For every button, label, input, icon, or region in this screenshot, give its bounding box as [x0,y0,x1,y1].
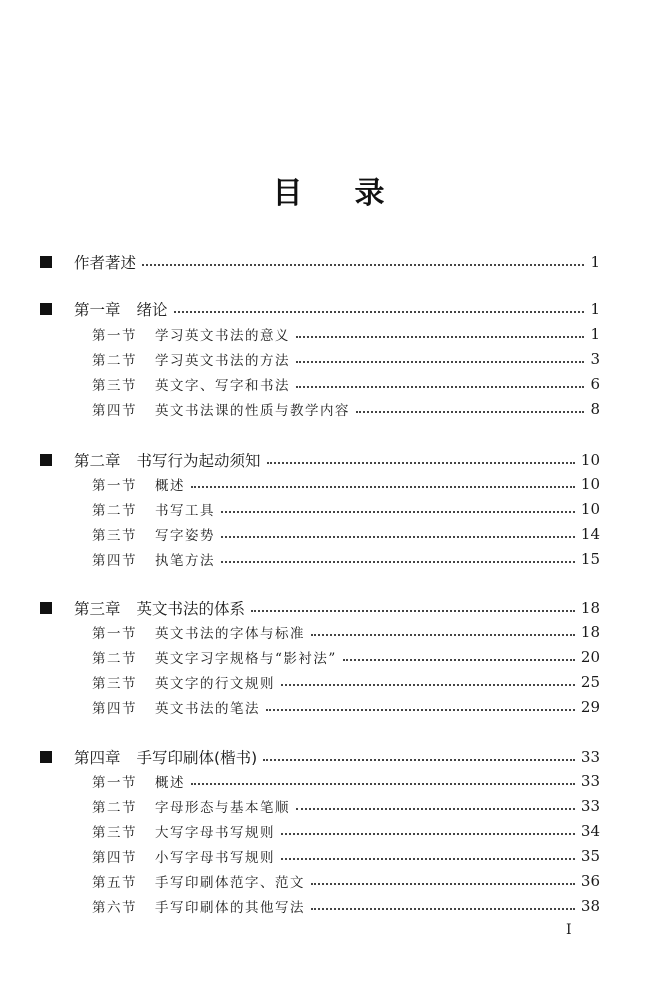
section-title: 概述 [155,775,185,791]
square-bullet-icon [40,602,52,614]
entry-page-number: 34 [580,822,600,840]
toc-section-3-3[interactable] [92,672,600,692]
section-title: 英文字的行文规则 [155,676,275,692]
section-title: 写字姿势 [155,528,215,544]
section-label: 第二节 [92,651,137,667]
square-bullet-icon [40,303,52,315]
section-title: 概述 [155,478,185,494]
dot-leader [174,311,584,313]
dot-leader [311,908,575,910]
dot-leader [311,634,575,636]
section-title: 学习英文书法的意义 [155,328,290,344]
section-label: 第四节 [92,701,137,717]
section-label: 第一节 [92,775,137,791]
chapter-title: 英文书法的体系 [136,600,246,618]
chapter-title: 绪论 [136,301,168,319]
toc-section-1-2[interactable] [92,349,600,369]
dot-leader [296,808,575,810]
page-title: 目录 [272,176,437,211]
section-label: 第三节 [92,528,137,544]
toc-section-3-2[interactable] [92,647,600,667]
toc-entry-authors-works[interactable] [40,251,600,273]
toc-section-1-3[interactable] [92,374,600,394]
entry-page-number: 35 [580,847,600,865]
toc-section-2-3[interactable] [92,524,600,544]
entry-page-number: 15 [580,550,600,568]
dot-leader [221,511,575,513]
section-title: 英文书法的笔法 [155,701,260,717]
toc-section-2-1[interactable] [92,474,600,494]
entry-page-number: 6 [590,375,600,393]
section-title: 执笔方法 [155,553,215,569]
section-label: 第四节 [92,403,137,419]
entry-page-number: 10 [580,500,600,518]
dot-leader [311,883,575,885]
entry-page-number: 10 [580,451,600,469]
toc-chapter-3[interactable] [40,597,600,619]
section-label: 第三节 [92,378,137,394]
toc-section-4-6[interactable] [92,896,600,916]
entry-page-number: 8 [590,400,600,418]
dot-leader [142,264,584,266]
toc-section-4-5[interactable] [92,871,600,891]
chapter-label: 第二章 [74,452,121,470]
section-label: 第一节 [92,626,137,642]
section-title: 书写工具 [155,503,215,519]
dot-leader [267,462,575,464]
chapter-label: 第一章 [74,301,121,319]
entry-page-number: 10 [580,475,600,493]
dot-leader [281,684,575,686]
section-label: 第二节 [92,503,137,519]
section-title: 大写字母书写规则 [155,825,275,841]
chapter-title: 手写印刷体(楷书) [136,749,258,767]
section-label: 第三节 [92,676,137,692]
entry-page-number: 18 [580,623,600,641]
section-title: 字母形态与基本笔顺 [155,800,290,816]
section-title: 英文书法的字体与标准 [155,626,305,642]
dot-leader [191,486,575,488]
entry-page-number: 3 [590,350,600,368]
dot-leader [296,386,584,388]
chapter-title: 书写行为起动须知 [136,452,261,470]
toc-section-3-4[interactable] [92,697,600,717]
entry-page-number: 1 [590,300,600,318]
dot-leader [296,361,584,363]
section-title: 英文书法课的性质与教学内容 [155,403,350,419]
toc-chapter-4[interactable] [40,746,600,768]
dot-leader [356,411,584,413]
toc-section-2-2[interactable] [92,499,600,519]
section-title: 手写印刷体的其他写法 [155,900,305,916]
dot-leader [221,536,575,538]
entry-page-number: 36 [580,872,600,890]
toc-chapter-1[interactable] [40,298,600,320]
dot-leader [281,833,575,835]
section-title: 学习英文书法的方法 [155,353,290,369]
entry-page-number: 25 [580,673,600,691]
footer-page-number: I [566,922,572,938]
square-bullet-icon [40,751,52,763]
chapter-label: 第三章 [74,600,121,618]
entry-page-number: 1 [590,325,600,343]
toc-section-1-4[interactable] [92,399,600,419]
entry-page-number: 38 [580,897,600,915]
entry-label: 作者著述 [74,254,137,272]
toc-section-4-3[interactable] [92,821,600,841]
toc-section-2-4[interactable] [92,549,600,569]
entry-page-number: 14 [580,525,600,543]
dot-leader [263,759,575,761]
section-label: 第三节 [92,825,137,841]
dot-leader [221,561,575,563]
dot-leader [281,858,575,860]
entry-page-number: 29 [580,698,600,716]
dot-leader [296,336,584,338]
section-label: 第六节 [92,900,137,916]
dot-leader [191,783,575,785]
dot-leader [343,659,575,661]
square-bullet-icon [40,454,52,466]
dot-leader [251,610,575,612]
section-title: 手写印刷体范字、范文 [155,875,305,891]
section-title: 英文字、写字和书法 [155,378,290,394]
section-label: 第一节 [92,328,137,344]
entry-page-number: 20 [580,648,600,666]
toc-section-1-1[interactable] [92,324,600,344]
chapter-label: 第四章 [74,749,121,767]
section-label: 第四节 [92,553,137,569]
toc-section-4-2[interactable] [92,796,600,816]
section-title: 小写字母书写规则 [155,850,275,866]
entry-page-number: 33 [580,797,600,815]
entry-page-number: 33 [580,748,600,766]
square-bullet-icon [40,256,52,268]
entry-page-number: 1 [590,253,600,271]
section-title: 英文字习字规格与“影衬法” [155,651,337,667]
toc-section-3-1[interactable] [92,622,600,642]
section-label: 第二节 [92,353,137,369]
section-label: 第四节 [92,850,137,866]
dot-leader [266,709,575,711]
section-label: 第五节 [92,875,137,891]
section-label: 第一节 [92,478,137,494]
entry-page-number: 18 [580,599,600,617]
toc-section-4-1[interactable] [92,771,600,791]
entry-page-number: 33 [580,772,600,790]
section-label: 第二节 [92,800,137,816]
toc-section-4-4[interactable] [92,846,600,866]
toc-chapter-2[interactable] [40,449,600,471]
